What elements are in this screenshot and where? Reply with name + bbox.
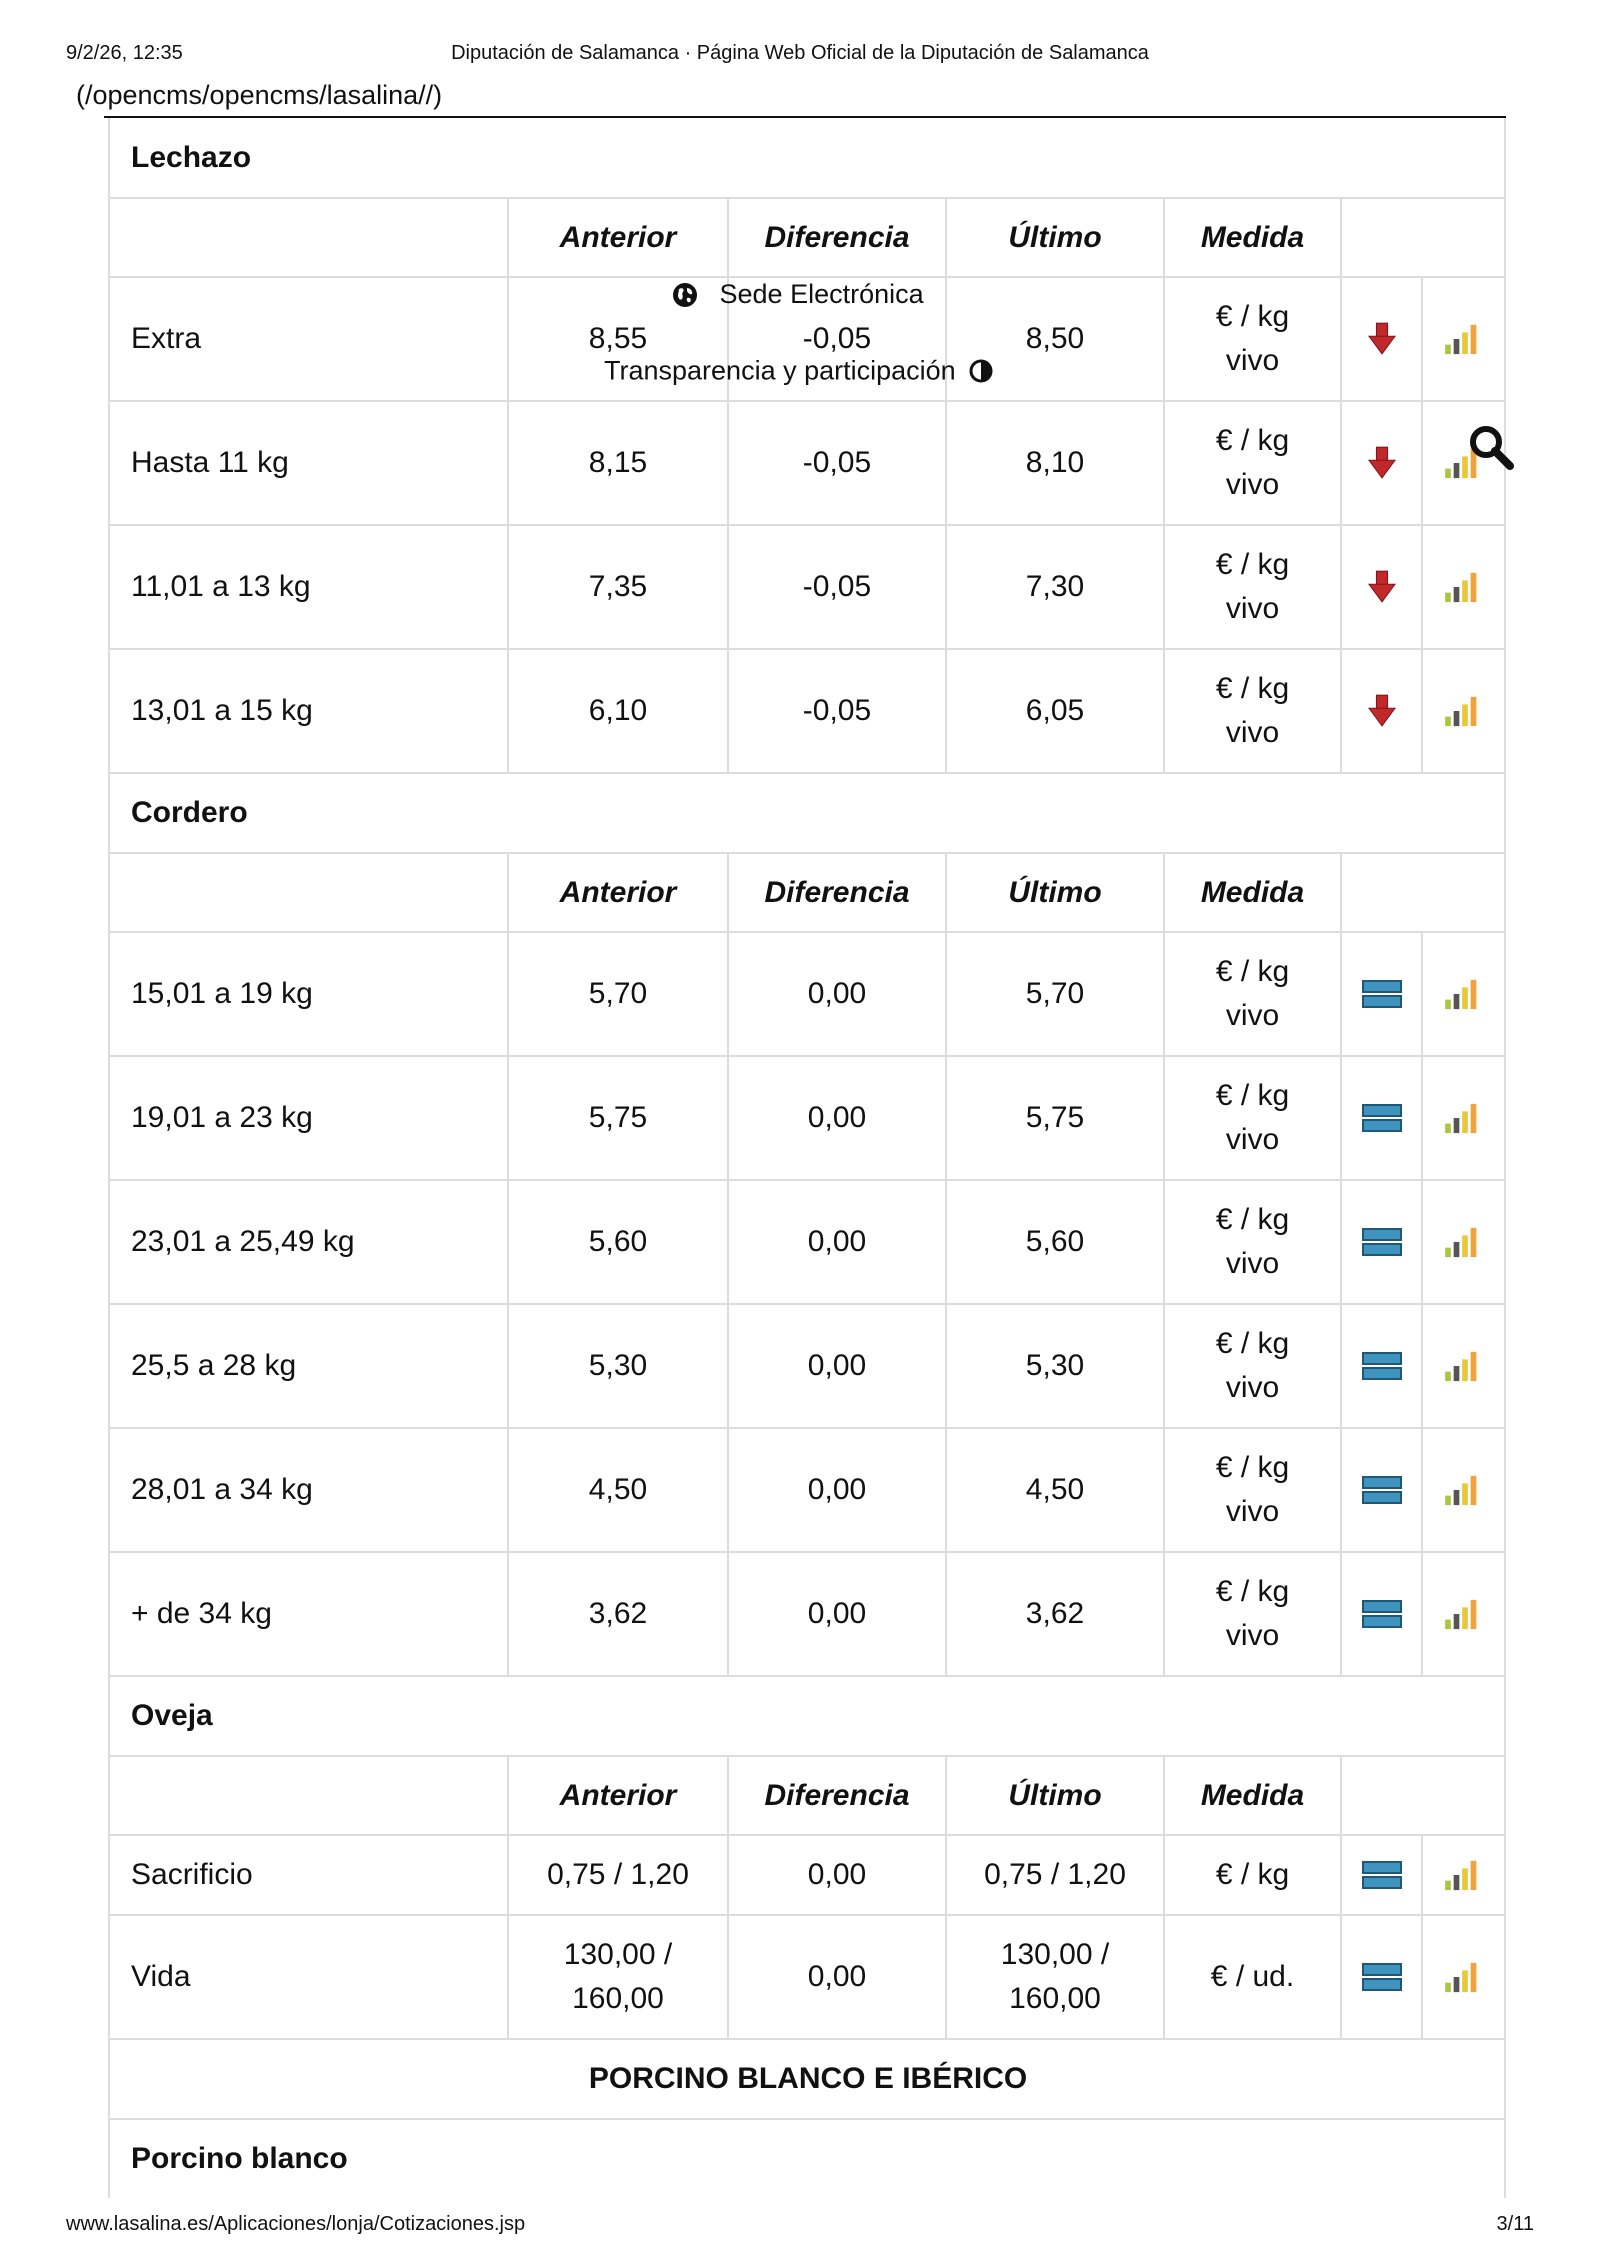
chart-cell[interactable] <box>1422 1835 1506 1915</box>
chart-cell[interactable] <box>1422 1915 1506 2039</box>
column-ultimo: Último <box>946 1756 1164 1835</box>
column-medida: Medida <box>1164 1756 1341 1835</box>
medida-value: € / kg vivo <box>1164 1552 1341 1676</box>
column-anterior: Anterior <box>508 1756 728 1835</box>
table-row <box>110 1835 1506 1915</box>
ultimo-value: 7,30 <box>946 525 1164 649</box>
category-title-porcino: PORCINO BLANCO E IBÉRICO <box>110 2039 1506 2119</box>
chart-cell[interactable] <box>1422 649 1506 773</box>
trend-cell <box>1341 1180 1422 1304</box>
blue-equal-icon <box>1362 1599 1402 1629</box>
print-datetime: 9/2/26, 12:35 <box>66 42 183 64</box>
ultimo-value: 3,62 <box>946 1552 1164 1676</box>
column-anterior: Anterior <box>508 198 728 277</box>
anterior-value: 5,60 <box>508 1180 728 1304</box>
column-header-row <box>110 853 1506 932</box>
trend-cell <box>1341 1552 1422 1676</box>
table-row <box>110 1056 1506 1180</box>
column-ultimo: Último <box>946 853 1164 932</box>
medida-value: € / ud. <box>1164 1915 1341 2039</box>
anterior-value: 3,62 <box>508 1552 728 1676</box>
trend-cell <box>1341 649 1422 773</box>
print-url: www.lasalina.es/Aplicaciones/lonja/Cotizaciones.jsp <box>66 2213 526 2235</box>
bar-chart-icon[interactable] <box>1444 1101 1486 1135</box>
home-link[interactable]: (/opencms/opencms/lasalina//) <box>76 80 443 110</box>
bar-chart-icon[interactable] <box>1444 1473 1486 1507</box>
trend-cell <box>1341 1056 1422 1180</box>
ultimo-value: 5,60 <box>946 1180 1164 1304</box>
table-row <box>110 1428 1506 1552</box>
ultimo-value: 6,05 <box>946 649 1164 773</box>
blue-equal-icon <box>1362 1351 1402 1381</box>
table-row <box>110 1915 1506 2039</box>
blue-equal-icon <box>1362 1475 1402 1505</box>
medida-value: € / kg vivo <box>1164 1180 1341 1304</box>
blue-equal-icon <box>1362 1860 1402 1890</box>
row-label: Extra <box>110 277 508 401</box>
column-ultimo: Último <box>946 198 1164 277</box>
blue-equal-icon <box>1362 1103 1402 1133</box>
globe-icon <box>672 282 698 308</box>
anterior-value: 8,15 <box>508 401 728 525</box>
bar-chart-icon[interactable] <box>1444 322 1486 356</box>
ultimo-value: 8,10 <box>946 401 1164 525</box>
prices-sheet <box>108 118 1506 2198</box>
medida-value: € / kg vivo <box>1164 401 1341 525</box>
table-row <box>110 932 1506 1056</box>
anterior-value: 4,50 <box>508 1428 728 1552</box>
bar-chart-icon[interactable] <box>1444 977 1486 1011</box>
trend-cell <box>1341 1304 1422 1428</box>
ultimo-value: 0,75 / 1,20 <box>946 1835 1164 1915</box>
bar-chart-icon[interactable] <box>1444 570 1486 604</box>
search-icon[interactable] <box>1468 424 1514 470</box>
medida-value: € / kg vivo <box>1164 932 1341 1056</box>
red-down-arrow-icon <box>1368 446 1396 480</box>
section-title-cordero: Cordero <box>110 773 1506 853</box>
trend-cell <box>1341 401 1422 525</box>
row-label: + de 34 kg <box>110 1552 508 1676</box>
blue-equal-icon <box>1362 979 1402 1009</box>
blue-equal-icon <box>1362 1227 1402 1257</box>
row-label: 23,01 a 25,49 kg <box>110 1180 508 1304</box>
anterior-value: 7,35 <box>508 525 728 649</box>
anterior-value: 5,75 <box>508 1056 728 1180</box>
column-diferencia: Diferencia <box>728 1756 946 1835</box>
chart-cell[interactable] <box>1422 1552 1506 1676</box>
column-medida: Medida <box>1164 853 1341 932</box>
row-label: 28,01 a 34 kg <box>110 1428 508 1552</box>
diferencia-value: 0,00 <box>728 1835 946 1915</box>
table-row <box>110 1180 1506 1304</box>
diferencia-value: 0,00 <box>728 1180 946 1304</box>
sede-electronica-link[interactable] <box>672 278 924 310</box>
medida-value: € / kg vivo <box>1164 277 1341 401</box>
bar-chart-icon[interactable] <box>1444 1960 1486 1994</box>
row-label: Sacrificio <box>110 1835 508 1915</box>
diferencia-value: 0,00 <box>728 1915 946 2039</box>
print-footer <box>66 2213 1534 2237</box>
trend-cell <box>1341 277 1422 401</box>
ultimo-value: 130,00 / 160,00 <box>946 1915 1164 2039</box>
row-label: 15,01 a 19 kg <box>110 932 508 1056</box>
red-down-arrow-icon <box>1368 570 1396 604</box>
ultimo-value: 5,70 <box>946 932 1164 1056</box>
bar-chart-icon[interactable] <box>1444 1349 1486 1383</box>
medida-value: € / kg vivo <box>1164 1428 1341 1552</box>
ultimo-value: 4,50 <box>946 1428 1164 1552</box>
anterior-value: 5,70 <box>508 932 728 1056</box>
section-title-oveja: Oveja <box>110 1676 1506 1756</box>
column-diferencia: Diferencia <box>728 853 946 932</box>
trend-cell <box>1341 932 1422 1056</box>
column-header-row <box>110 198 1506 277</box>
trend-cell <box>1341 1915 1422 2039</box>
bar-chart-icon[interactable] <box>1444 1597 1486 1631</box>
print-page-number: 3/11 <box>1496 2213 1534 2235</box>
table-row <box>110 1552 1506 1676</box>
row-label: 11,01 a 13 kg <box>110 525 508 649</box>
anterior-value: 130,00 / 160,00 <box>508 1915 728 2039</box>
row-label: Vida <box>110 1915 508 2039</box>
diferencia-value: 0,00 <box>728 1552 946 1676</box>
blue-equal-icon <box>1362 1962 1402 1992</box>
print-page-title: Diputación de Salamanca · Página Web Oficial de la Diputación de Salamanca <box>451 42 1149 64</box>
anterior-value: 0,75 / 1,20 <box>508 1835 728 1915</box>
table-row <box>110 649 1506 773</box>
column-header-row <box>110 1756 1506 1835</box>
bar-chart-icon[interactable] <box>1444 694 1486 728</box>
column-anterior: Anterior <box>508 853 728 932</box>
print-header <box>66 42 1534 66</box>
transparencia-link[interactable] <box>604 354 993 386</box>
contrast-icon <box>969 359 993 383</box>
anterior-value: 8,55 <box>508 277 728 401</box>
row-label: 13,01 a 15 kg <box>110 649 508 773</box>
red-down-arrow-icon <box>1368 694 1396 728</box>
medida-value: € / kg <box>1164 1835 1341 1915</box>
diferencia-value: -0,05 <box>728 401 946 525</box>
table-row <box>110 1304 1506 1428</box>
medida-value: € / kg vivo <box>1164 649 1341 773</box>
chart-cell[interactable] <box>1422 525 1506 649</box>
medida-value: € / kg vivo <box>1164 1056 1341 1180</box>
ultimo-value: 5,75 <box>946 1056 1164 1180</box>
ultimo-value: 5,30 <box>946 1304 1164 1428</box>
table-row <box>110 525 1506 649</box>
column-diferencia: Diferencia <box>728 198 946 277</box>
chart-cell[interactable] <box>1422 1180 1506 1304</box>
chart-cell[interactable] <box>1422 277 1506 401</box>
chart-cell[interactable] <box>1422 1056 1506 1180</box>
diferencia-value: -0,05 <box>728 649 946 773</box>
medida-value: € / kg vivo <box>1164 525 1341 649</box>
diferencia-value: 0,00 <box>728 1428 946 1552</box>
medida-value: € / kg vivo <box>1164 1304 1341 1428</box>
anterior-value: 6,10 <box>508 649 728 773</box>
diferencia-value: 0,00 <box>728 932 946 1056</box>
trend-cell <box>1341 525 1422 649</box>
chart-cell[interactable] <box>1422 932 1506 1056</box>
prices-table <box>110 118 1506 2198</box>
bar-chart-icon[interactable] <box>1444 1225 1486 1259</box>
transparencia-label: Transparencia y participación <box>604 355 956 386</box>
ultimo-value: 8,50 <box>946 277 1164 401</box>
section-title-lechazo: Lechazo <box>110 118 1506 198</box>
chart-cell[interactable] <box>1422 1304 1506 1428</box>
sede-electronica-label: Sede Electrónica <box>719 279 924 310</box>
chart-cell[interactable] <box>1422 1428 1506 1552</box>
red-down-arrow-icon <box>1368 322 1396 356</box>
column-medida: Medida <box>1164 198 1341 277</box>
row-label: 25,5 a 28 kg <box>110 1304 508 1428</box>
row-label: 19,01 a 23 kg <box>110 1056 508 1180</box>
anterior-value: 5,30 <box>508 1304 728 1428</box>
bar-chart-icon[interactable] <box>1444 1858 1486 1892</box>
section-title-porcino-blanco: Porcino blanco <box>110 2119 1506 2198</box>
table-row <box>110 401 1506 525</box>
diferencia-value: -0,05 <box>728 525 946 649</box>
trend-cell <box>1341 1428 1422 1552</box>
trend-cell <box>1341 1835 1422 1915</box>
diferencia-value: 0,00 <box>728 1056 946 1180</box>
row-label: Hasta 11 kg <box>110 401 508 525</box>
diferencia-value: 0,00 <box>728 1304 946 1428</box>
diferencia-value: -0,05 <box>728 277 946 401</box>
